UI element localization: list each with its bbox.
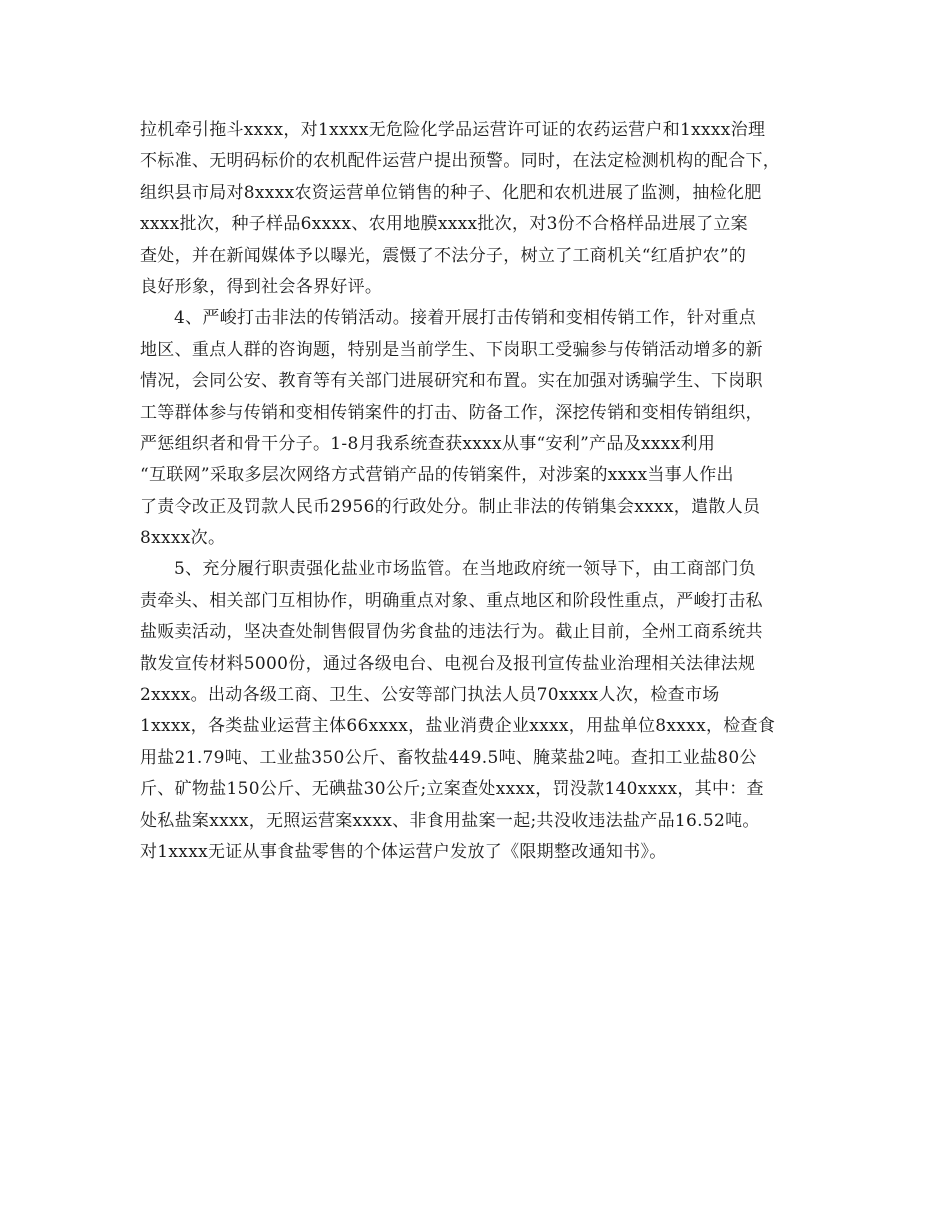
text-line: 2xxxx。出动各级工商、卫生、公安等部门执法人员70xxxx人次，检查市场 xyxy=(140,685,720,706)
text-line: “互联网”采取多层次网络方式营销产品的传销案件，对涉案的xxxx当事人作出 xyxy=(140,465,734,486)
text-line: 工等群体参与传销和变相传销案件的打击、防备工作，深挖传销和变相传销组织， xyxy=(140,402,763,423)
text-line: 拉机牵引拖斗xxxx，对1xxxx无危险化学品运营许可证的农药运营户和1xxxx治理 xyxy=(140,120,766,140)
text-line: 盐贩卖活动，坚决查处制售假冒伪劣食盐的违法行为。截止目前，全州工商系统共 xyxy=(140,622,763,643)
text-line: 8xxxx次。 xyxy=(140,528,226,549)
text-line: 良好形象，得到社会各界好评。 xyxy=(140,276,383,297)
text-line: 4、严峻打击非法的传销活动。接着开展打击传销和变相传销工作，针对重点 xyxy=(174,308,757,329)
text-line: 查处，并在新闻媒体予以曝光，震慑了不法分子，树立了工商机关“红盾护农”的 xyxy=(140,245,747,266)
document-body xyxy=(140,115,820,868)
text-line: 情况，会同公安、教育等有关部门进展研究和布置。实在加强对诱骗学生、下岗职 xyxy=(140,371,763,392)
text-line: 5、充分履行职责强化盐业市场监管。在当地政府统一领导下，由工商部门负 xyxy=(174,559,757,580)
text-line: 1xxxx，各类盐业运营主体66xxxx，盐业消费企业xxxx，用盐单位8xxxx，检查食 xyxy=(140,716,776,737)
text-line: 不标准、无明码标价的农机配件运营户提出预警。同时，在法定检测机构的配合下， xyxy=(140,151,781,172)
text-line: 责牵头、相关部门互相协作，明确重点对象、重点地区和阶段性重点，严峻打击私 xyxy=(140,590,763,611)
text-line: 地区、重点人群的咨询题，特别是当前学生、下岗职工受骗参与传销活动增多的新 xyxy=(140,339,763,360)
text-line: 斤、矿物盐150公斤、无碘盐30公斤;立案查处xxxx，罚没款140xxxx，其中：查 xyxy=(140,779,764,800)
text-line: 对1xxxx无证从事食盐零售的个体运营户发放了《限期整改通知书》。 xyxy=(140,841,667,862)
text-line: xxxx批次，种子样品6xxxx、农用地膜xxxx批次，对3份不合格样品进展了立案 xyxy=(140,214,748,235)
text-line: 了责令改正及罚款人民币2956的行政处分。制止非法的传销集会xxxx，遣散人员 xyxy=(140,496,761,517)
text-line: 严惩组织者和骨干分子。1-8月我系统查获xxxx从事“安利”产品及xxxx利用 xyxy=(140,433,716,454)
text-line: 散发宣传材料5000份，通过各级电台、电视台及报刊宣传盐业治理相关法律法规 xyxy=(140,653,756,674)
text-line: 用盐21.79吨、工业盐350公斤、畜牧盐449.5吨、腌菜盐2吨。查扣工业盐80公 xyxy=(140,747,757,768)
text-line: 组织县市局对8xxxx农资运营单位销售的种子、化肥和农机进展了监测，抽检化肥 xyxy=(140,182,762,203)
text-line: 处私盐案xxxx，无照运营案xxxx、非食用盐案一起;共没收违法盐产品16.52吨。 xyxy=(140,810,760,831)
